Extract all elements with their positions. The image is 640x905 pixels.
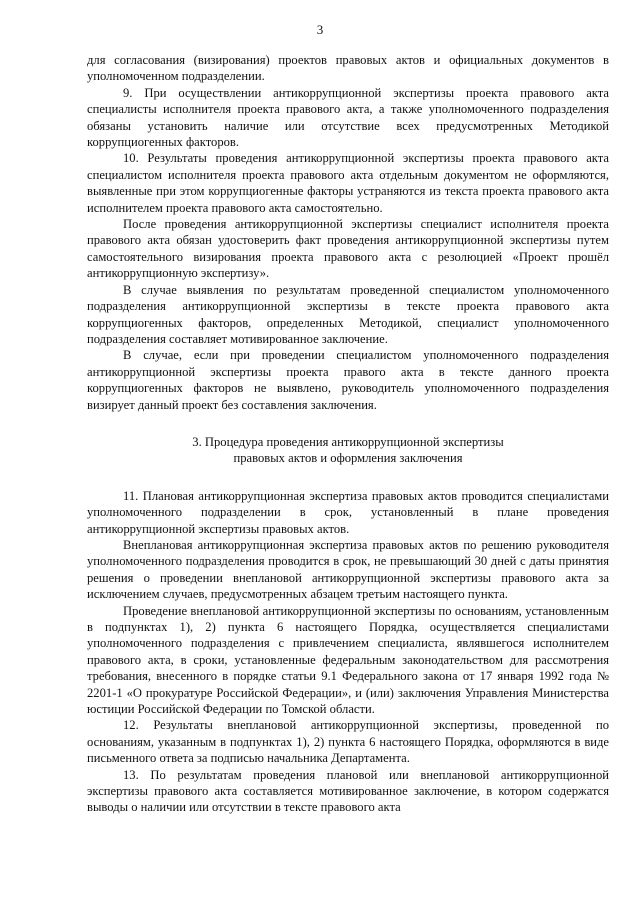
section-heading bbox=[87, 434, 609, 467]
document-body bbox=[87, 52, 609, 816]
paragraph: В случае, если при проведении специалистом уполномоченного подразделения антикоррупционной экспертизы проекта правого акта в тексте данного проекта коррупциогенных факторов не выявлено, руководитель уполномоченного подразделения визирует данный проект без составления заключения. bbox=[87, 348, 609, 412]
page-number: 3 bbox=[316, 22, 324, 37]
paragraph: В случае выявления по результатам проведенной специалистом уполномоченного подразделения антикоррупционной экспертизы в тексте проекта правового акта коррупциогенных факторов, определенных Методикой, специалист уполномоченного подразделения составляет мотивированное заключение. bbox=[87, 282, 609, 346]
paragraph-continuation: для согласования (визирования) проектов правовых актов и официальных документов в уполномоченном подразделении. bbox=[87, 53, 609, 84]
paragraph-item-12: 12. Результаты внеплановой антикоррупционной экспертизы, проведенной по основаниям, указанным в подпунктах 1), 2) пункта 6 настоящего Порядка, оформляются в виде письменного ответа за подписью начальника Департамента. bbox=[87, 718, 609, 766]
section-heading-line-1: 3. Процедура проведения антикоррупционной экспертизы bbox=[192, 434, 504, 449]
section-heading-line-2: правовых актов и оформления заключения bbox=[233, 451, 463, 466]
paragraph: Внеплановая антикоррупционная экспертиза правовых актов по решению руководителя уполномоченного подразделения проводится в срок, не превышающий 30 дней с даты принятия решения о проведении внеплановой антикоррупционной экспертизы правового акта за исключением случаев, предусмотренных абзацем третьим настоящего пункта. bbox=[87, 537, 609, 602]
paragraph: Проведение внеплановой антикоррупционной экспертизы по основаниям, установленным в подпунктах 1), 2) пункта 6 настоящего Порядка, осуществляется специалистами уполномоченного подразделения с привлечением специалиста, являвшегося исполнителем правового акта, в сроки, установленные федеральным законодательством для рассмотрения требования, внесенного в порядке статьи 9.1 Федерального закона от 17 января 1992 года № 2201-1 «О прокуратуре Российской Федерации», и (или) заключения Управления Министерства юстиции Российской Федерации по Томской области. bbox=[87, 603, 609, 717]
paragraph: После проведения антикоррупционной экспертизы специалист исполнителя проекта правового акта обязан удостоверить факт проведения антикоррупционной экспертизы путем самостоятельного визирования проекта правового акта с резолюцией «Проект прошёл антикоррупционную экспертизу». bbox=[87, 217, 609, 281]
paragraph-item-13: 13. По результатам проведения плановой или внеплановой антикоррупционной экспертизы правового акта составляется мотивированное заключение, в котором содержатся выводы о наличии или отсутствии в тексте правового акта bbox=[87, 767, 609, 815]
paragraph-item-9: 9. При осуществлении антикоррупционной экспертизы проекта правового акта специалисты исполнителя проекта правового акта, а также уполномоченного подразделения обязаны установить наличие или отсутствие всех предусмотренных Методикой коррупциогенных факторов. bbox=[87, 85, 609, 150]
paragraph-item-10: 10. Результаты проведения антикоррупционной экспертизы проекта правового акта специалистом исполнителя проекта правового акта отдельным документом не оформляются, выявленные при этом коррупциогенные факторы устраняются из текста проекта правового акта исполнителем проекта правового акта самостоятельно. bbox=[87, 151, 609, 215]
paragraph-item-11: 11. Плановая антикоррупционная экспертиза правовых актов проводится специалистами уполномоченного подразделении в срок, установленный в плане проведения антикоррупционной экспертизы правовых актов. bbox=[87, 488, 609, 536]
